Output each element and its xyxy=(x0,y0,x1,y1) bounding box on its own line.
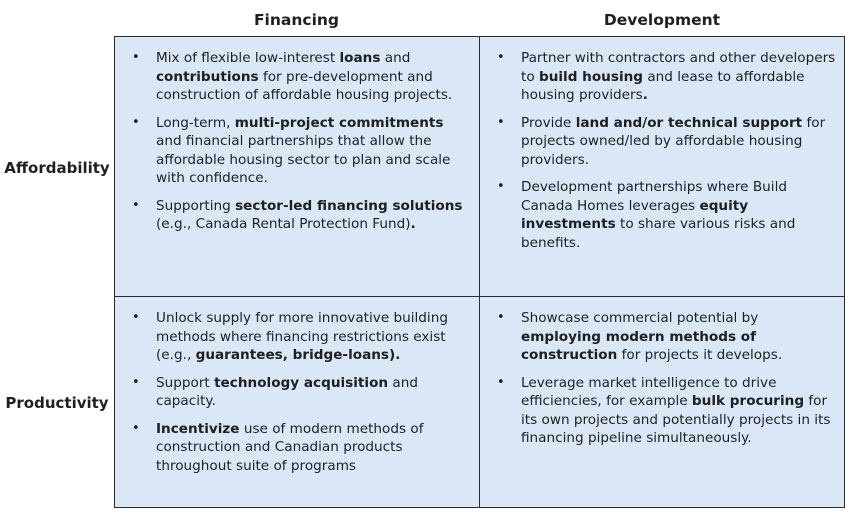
bullet-item xyxy=(123,49,471,105)
bullet-list xyxy=(123,49,471,234)
bullet-icon: • xyxy=(132,197,140,213)
bullet-icon: • xyxy=(497,179,505,194)
text: for its own projects and potentially projects in its financing pipeline simultaneously. xyxy=(521,393,831,446)
cell-productivity-financing xyxy=(115,297,480,507)
text: Leverage market intelligence to drive efficiencies, for example xyxy=(521,374,777,409)
text: Support xyxy=(156,374,215,391)
bold-text: . xyxy=(410,216,416,232)
cell-affordability-development xyxy=(480,37,844,297)
bold-text: . xyxy=(642,87,648,103)
bullet-item xyxy=(123,309,471,365)
bullet-item xyxy=(123,114,471,188)
bold-text: equity investments xyxy=(521,197,749,232)
bold-text: employing modern methods of construction xyxy=(521,328,757,363)
text: (e.g., Canada Rental Protection Fund) xyxy=(156,216,411,232)
bullet-item xyxy=(488,309,836,365)
text: and xyxy=(380,50,411,66)
bold-text: land and/or technical support xyxy=(575,114,803,131)
cell-productivity-development xyxy=(480,297,844,507)
bullet-list xyxy=(123,309,471,475)
bullet-icon: • xyxy=(132,50,140,65)
bullet-item xyxy=(123,420,471,476)
text: use of modern methods of construction and Canadian products throughout suite of programs xyxy=(156,420,424,474)
text: and lease to affordable housing providers xyxy=(521,68,805,103)
text: for projects it develops. xyxy=(617,347,783,363)
text: Supporting xyxy=(156,197,236,214)
text: for projects owned/led by affordable housing providers. xyxy=(521,114,826,168)
bullet-icon: • xyxy=(132,310,140,325)
text: Partner with contractors and other developers to xyxy=(521,50,836,85)
text: Development partnerships where Build Canada Homes leverages xyxy=(521,179,787,214)
text: Long-term, xyxy=(156,114,235,131)
text: and financial partnerships that allow the affordable housing sector to plan and scale with confidence. xyxy=(156,133,451,186)
text: Mix of flexible low-interest xyxy=(156,50,340,66)
bullet-list xyxy=(488,49,836,252)
row-header-affordability: Affordability xyxy=(4,159,110,177)
bullet-item xyxy=(488,178,836,252)
bullet-icon: • xyxy=(497,374,505,390)
text: to share various risks and benefits. xyxy=(521,216,796,251)
bullet-icon: • xyxy=(132,374,140,390)
bullet-icon: • xyxy=(497,310,505,325)
text: Unlock supply for more innovative building methods where financing restrictions exist (e.g., xyxy=(156,310,448,363)
bold-text: Incentivize xyxy=(156,420,240,437)
bold-text: loans xyxy=(339,50,381,66)
text: Showcase commercial potential by xyxy=(521,310,759,326)
text: and capacity. xyxy=(156,374,418,409)
bold-text: multi-project commitments xyxy=(234,114,444,131)
bullet-item xyxy=(123,374,471,411)
bullet-list xyxy=(488,309,836,448)
bullet-item xyxy=(488,49,836,105)
cell-affordability-financing xyxy=(115,37,480,297)
bullet-item xyxy=(488,374,836,448)
bold-text: sector-led financing solutions xyxy=(235,197,463,214)
text: Provide xyxy=(521,114,576,131)
column-header-financing: Financing xyxy=(253,11,340,29)
bullet-icon: • xyxy=(132,114,140,130)
matrix-table xyxy=(114,36,845,508)
bullet-icon: • xyxy=(497,50,505,65)
row-header-productivity: Productivity xyxy=(5,394,109,412)
bold-text: contributions xyxy=(156,68,259,85)
bullet-item xyxy=(123,197,471,234)
bullet-icon: • xyxy=(497,114,505,130)
bullet-item xyxy=(488,114,836,170)
column-header-development: Development xyxy=(603,11,721,29)
bold-text: guarantees, bridge-loans). xyxy=(195,347,401,363)
bold-text: build housing xyxy=(538,68,644,85)
bullet-icon: • xyxy=(132,420,140,436)
bold-text: bulk procuring xyxy=(691,393,805,409)
text: for pre-development and construction of affordable housing projects. xyxy=(156,68,453,103)
bold-text: technology acquisition xyxy=(214,374,389,391)
